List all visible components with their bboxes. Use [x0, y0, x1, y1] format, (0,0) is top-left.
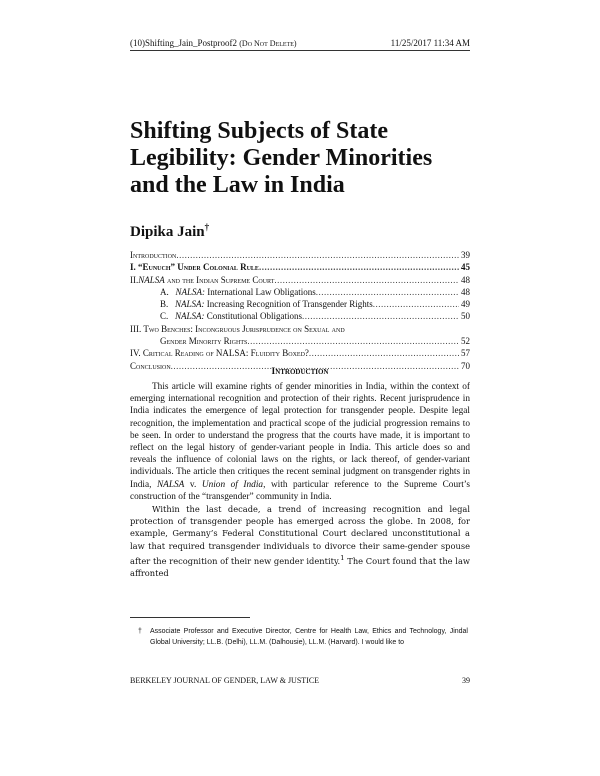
- footnote-author: [138, 626, 468, 648]
- footnote-divider: [130, 617, 250, 618]
- header-note: (Do Not Delete): [239, 39, 297, 48]
- toc-entry-introduction: Introduction ..... 39: [130, 250, 470, 262]
- body-text: [130, 381, 470, 579]
- author-name: Dipika Jain†: [130, 222, 210, 240]
- footer-journal: BERKELEY JOURNAL OF GENDER, LAW & JUSTICE: [130, 676, 320, 685]
- footnote-ref-1: 1: [340, 553, 345, 562]
- footnote-text: Associate Professor and Executive Director, Centre for Health Law, Ethics and Technology, Jindal Global University; LL.B. (Delhi), LL.M. (Dalhousie), LL.M. (Harvard). I would like to: [150, 628, 468, 646]
- paragraph-1: This article will examine rights of gender minorities in India, within the context of emerging international recognition and protection of their rights. Recent jurisprudence in India indicates the emergence of legal protection for transgender people. Despite legal recognition, the implementation and practical scope of the judicial progression remains to be seen. In order to understand the progress that the courts have made, it is important to reflect on the legal history of gender-variant people in India. This article does so and reveals the influence of colonial laws on the rights, or lack thereof, of gender-variant individuals. The article then critiques the recent seminal judgment on transgender rights in India, NALSA v. Union of India, with particular reference to the Supreme Court’s construction of the “transgender” community in India.: [130, 382, 470, 502]
- toc-entry-part2a: A. NALSA: International Law Obligations ..... 48: [130, 287, 470, 299]
- author-footnote-mark: †: [204, 222, 210, 232]
- header-file-name: (10)Shifting_Jain_Postproof2 (Do Not Delete): [130, 38, 297, 48]
- footer-page-number: 39: [462, 676, 470, 685]
- section-heading-introduction: Introduction: [271, 367, 329, 377]
- toc-entry-part2: II.NALSA and the Indian Supreme Court ..... 48: [130, 275, 470, 287]
- page-footer: [130, 676, 470, 685]
- toc-entry-part2c: C. NALSA: Constitutional Obligations ..... 50: [130, 311, 470, 323]
- toc-entry-part2b: B. NALSA: Increasing Recognition of Transgender Rights ..... 49: [130, 299, 470, 311]
- toc-entry-part3-line1: III. Two Benches: Incongruous Jurisprudence on Sexual and: [130, 323, 345, 334]
- toc-entry-part4: IV. Critical Reading of NALSA: Fluidity Boxed? ..... 57: [130, 348, 470, 360]
- header-timestamp: 11/25/2017 11:34 AM: [390, 38, 470, 48]
- table-of-contents: [130, 250, 470, 373]
- toc-entry-part1: I. “Eunuch” Under Colonial Rule ..... 45: [130, 262, 470, 274]
- toc-entry-part3-line2: Gender Minority Rights ..... 52: [130, 336, 470, 348]
- paragraph-2: Within the last decade, a trend of increasing recognition and legal protection of transgender people has emerged across the globe. In 2008, for example, Germany’s Federal Constitutional Court declared unconstitutional a law that required transgender individuals to divorce their same-gender spouse after the recognition of their new gender identity.$^1$ The Court found that the law affronted: [130, 504, 470, 578]
- footnote-mark: †: [138, 628, 142, 635]
- article-title: Shifting Subjects of State Legibility: Gender Minorities and the Law in India: [130, 118, 433, 198]
- running-header: [130, 38, 470, 51]
- toc-entry-conclusion: Conclusion ..... 70: [130, 361, 470, 373]
